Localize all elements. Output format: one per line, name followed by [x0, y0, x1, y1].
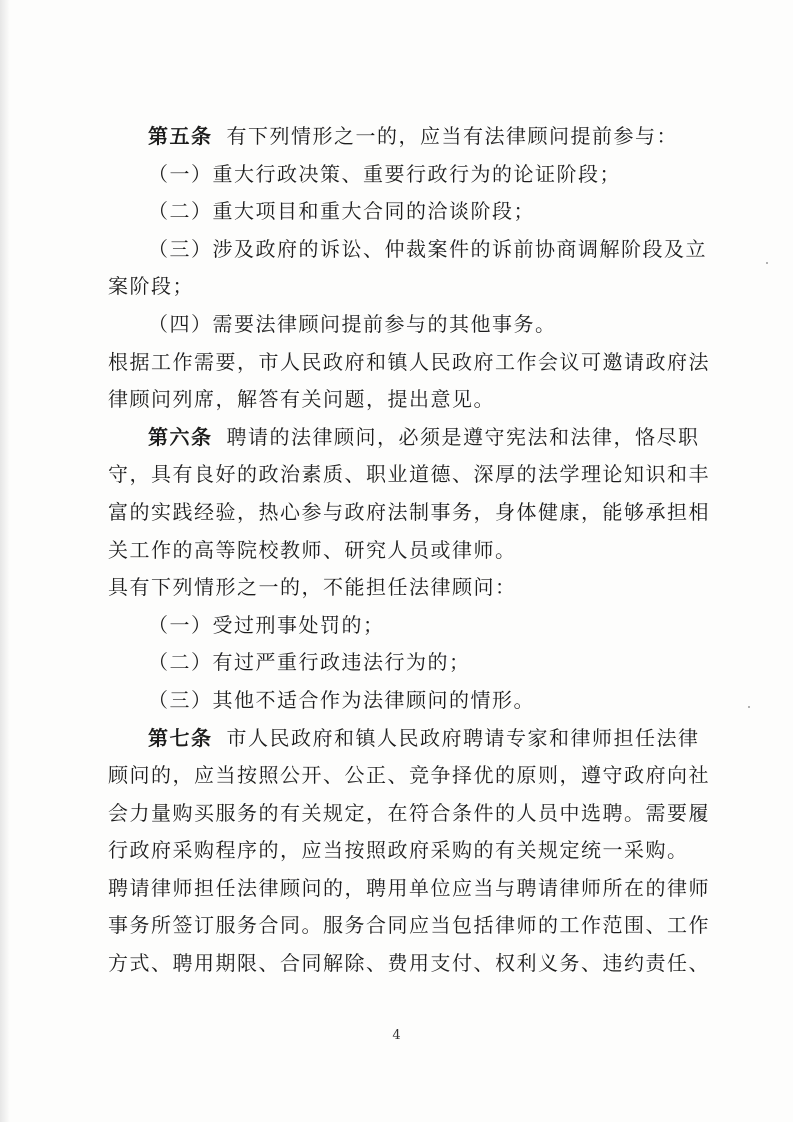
text-line: 根据工作需要，市人民政府和镇人民政府工作会议可邀请政府法 [108, 349, 710, 374]
line-text: 市人民政府和镇人民政府聘请专家和律师担任法律 [226, 725, 700, 750]
article-6-heading-line [108, 419, 698, 457]
article-label: 第七条 [148, 725, 213, 750]
text-line: 行政府采购程序的，应当按照政府采购的有关规定统一采购。 [108, 838, 689, 863]
text-line: 律顾问列席，解答有关问题，提出意见。 [108, 387, 495, 412]
text-line: 具有下列情形之一的，不能担任法律顾问： [108, 575, 517, 600]
scan-speck [766, 262, 768, 264]
text-line: （一）受过刑事处罚的； [148, 612, 385, 637]
text-line: （二）有过严重行政违法行为的； [148, 650, 471, 675]
article-label: 第五条 [148, 124, 213, 148]
text-line: 顾问的，应当按照公开、公正、竞争择优的原则，遵守政府向社 [108, 763, 710, 788]
text-line: 事务所签订服务合同。服务合同应当包括律师的工作范围、工作 [108, 913, 710, 938]
article-label: 第六条 [148, 424, 213, 449]
text-line: （一）重大行政决策、重要行政行为的论证阶段； [148, 161, 621, 186]
text-line: （四）需要法律顾问提前参与的其他事务。 [148, 311, 557, 336]
article-7-heading-line [108, 720, 698, 758]
text-line: （二）重大项目和重大合同的洽谈阶段； [148, 199, 535, 224]
line-text: 有下列情形之一的，应当有法律顾问提前参与： [226, 124, 678, 148]
text-line: 聘请律师担任法律顾问的，聘用单位应当与聘请律师所在的律师 [108, 875, 710, 900]
text-line: 富的实践经验，热心参与政府法制事务，身体健康，能够承担相 [108, 499, 710, 524]
scan-speck [748, 706, 750, 708]
document-body [108, 118, 710, 983]
line-text: 聘请的法律顾问，必须是遵守宪法和法律，恪尽职 [226, 424, 700, 449]
text-line: 会力量购买服务的有关规定，在符合条件的人员中选聘。需要履 [108, 800, 710, 825]
text-line: 案阶段； [108, 274, 194, 299]
article-5-heading-line [108, 118, 698, 156]
text-line: （三）涉及政府的诉讼、仲裁案件的诉前协商调解阶段及立 [148, 236, 707, 261]
text-line: 方式、聘用期限、合同解除、费用支付、权利义务、违约责任、 [108, 951, 710, 976]
scan-edge-shadow [0, 0, 10, 1122]
text-line: 守，具有良好的政治素质、职业道德、深厚的法学理论知识和丰 [108, 462, 710, 487]
text-line: 关工作的高等院校教师、研究人员或律师。 [108, 537, 517, 562]
page-number: 4 [392, 1028, 401, 1043]
text-line: （三）其他不适合作为法律顾问的情形。 [148, 687, 535, 712]
